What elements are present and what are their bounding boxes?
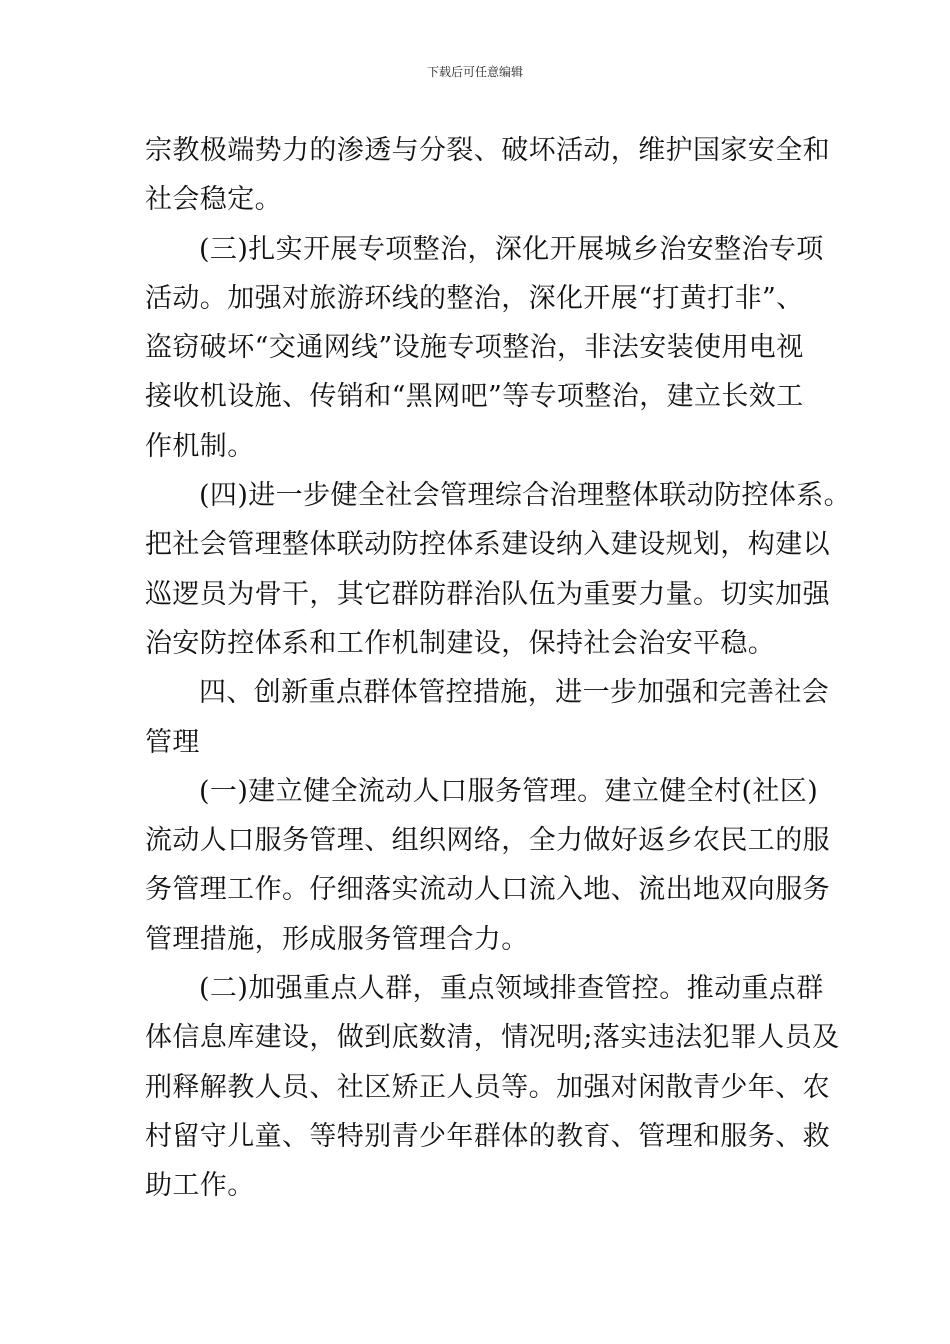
text-line: 宗教极端势力的渗透与分裂、破坏活动，维护国家安全和: [145, 135, 830, 166]
text-line: 管理措施，形成服务管理合力。: [145, 923, 529, 955]
paragraph-start: (二)加强重点人群，重点领域排查管控。推动重点群: [199, 973, 824, 1005]
text-line: 治安防控体系和工作机制建设，保持社会治安平稳。: [145, 627, 776, 659]
text-line: 流动人口服务管理、组织网络，全力做好返乡农民工的服: [145, 825, 830, 857]
text-line: 体信息库建设，做到底数清，情况明;落实违法犯罪人员及: [145, 1022, 840, 1054]
text-line: 接收机设施、传销和“黑网吧”等专项整治，建立长效工: [145, 381, 804, 413]
text-line: 盗窃破坏“交通网线”设施专项整治，非法安装使用电视: [145, 332, 804, 364]
page-header: 下载后可任意编辑: [426, 65, 523, 79]
paragraph-start: (一)建立健全流动人口服务管理。建立健全村(社区): [199, 775, 819, 807]
text-line: 活动。加强对旅游环线的整治，深化开展“打黄打非”、: [145, 282, 804, 314]
paragraph-start: (三)扎实开展专项整治，深化开展城乡治安整治专项: [199, 233, 824, 265]
text-line: 刑释解教人员、社区矫正人员等。加强对闲散青少年、农: [145, 1071, 830, 1103]
paragraph-start: (四)进一步健全社会管理综合治理整体联动防控体系。: [199, 480, 852, 512]
text-line: 把社会管理整体联动防控体系建设纳入建设规划，构建以: [145, 529, 830, 561]
section-heading: 四、创新重点群体管控措施，进一步加强和完善社会: [199, 677, 830, 709]
text-line: 务管理工作。仔细落实流动人口流入地、流出地双向服务: [145, 874, 830, 906]
text-line: 作机制。: [145, 430, 255, 462]
text-line: 社会稳定。: [145, 184, 282, 216]
text-line: 巡逻员为骨干，其它群防群治队伍为重要力量。切实加强: [145, 578, 830, 610]
text-line: 助工作。: [145, 1170, 255, 1202]
document-body: [145, 126, 852, 1211]
text-line: 村留守儿童、等特别青少年群体的教育、管理和服务、救: [145, 1120, 830, 1152]
text-line: 管理: [145, 726, 200, 758]
